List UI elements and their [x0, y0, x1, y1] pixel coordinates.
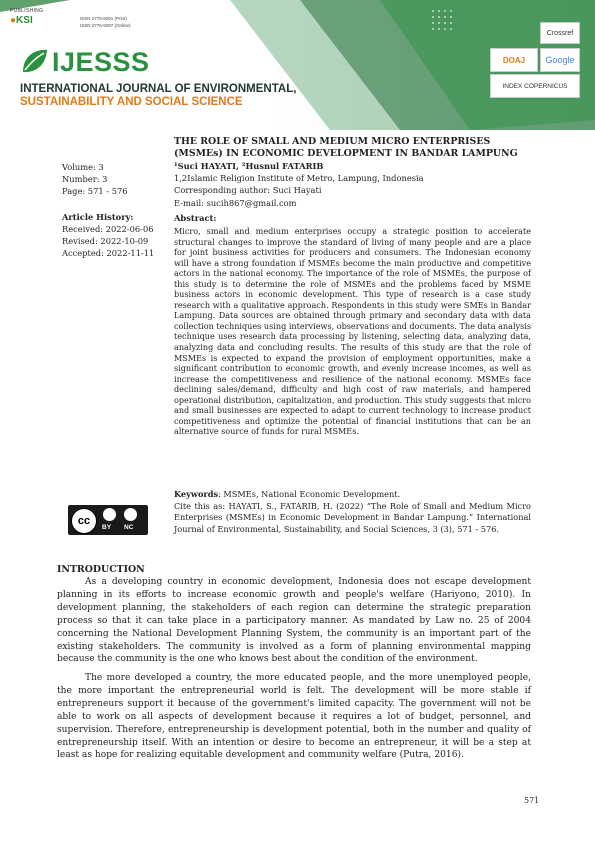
section-heading-introduction: INTRODUCTION: [57, 564, 145, 575]
number-info: Number: 3: [62, 174, 108, 184]
keywords-label: Keywords: [174, 489, 219, 499]
journal-header-band: [0, 0, 595, 130]
accepted-date: Accepted: 2022-11-11: [62, 248, 155, 258]
author-email: E-mail: sucih867@gmail.com: [174, 198, 297, 208]
cc-by-nc-license-badge[interactable]: [68, 505, 148, 535]
journal-name-line2: SUSTAINABILITY AND SOCIAL SCIENCE: [20, 96, 243, 108]
attribution-icon: [103, 508, 116, 521]
index-copernicus-badge[interactable]: [490, 74, 580, 98]
abstract-heading: Abstract:: [174, 213, 217, 223]
journal-name-line1: INTERNATIONAL JOURNAL OF ENVIRONMENTAL,: [20, 83, 297, 95]
body-paragraph-1: As a developing country in economic development, Indonesia does not escape development planning in its efforts to increase economic growth and people's welfare (Hariyono, 2010). In development planning, the stakeholders of each region can determine the strategic preparation process so that it can take place in a participatory manner. As mandated by Law no. 25 of 2004 concerning the National Development Planning System, the community is an important part of the existing stakeholders. The community is involved as a form of planning environmental mapping because the community is the one who knows best about the condition of the environment.: [57, 577, 531, 665]
author-affiliation: 1,2Islamic Religion Institute of Metro, Lampung, Indonesia: [174, 173, 424, 183]
body-paragraph-2: The more developed a country, the more educated people, and the more unemployed people, the more important the entrepreneurial world is felt. The development will be more stable if entrepreneurs support it because of the government's limited capacity. The government will not be able to work on all aspects of development because it requires a lot of budget, personnel, and supervision. Therefore, entrepreneurship is development potential, both in the number and quality of entrepreneurship itself. With an intention or desire to become an entrepreneur, it will be a step at least as hope for realizing equitable development and community welfare (Putra, 2016).: [57, 673, 531, 761]
crossref-label: Crossref: [546, 29, 574, 37]
corresponding-author: Corresponding author: Suci Hayati: [174, 185, 322, 195]
journal-logo-text: IJESSS: [52, 47, 150, 77]
article-history-heading: Article History:: [62, 212, 134, 222]
article-title: [174, 136, 534, 159]
cc-icon: [71, 508, 97, 534]
dot-pattern-decoration: [430, 8, 470, 38]
issn-online: ISSN 2776-9297 (Online): [80, 23, 131, 28]
revised-date: Revised: 2022-10-09: [62, 236, 149, 246]
nc-label: NC: [124, 524, 134, 531]
title-line-2: (MSMEs) IN ECONOMIC DEVELOPMENT IN BANDAR LAMPUNG: [174, 147, 518, 159]
keywords-line: [174, 489, 531, 499]
publisher-logo: [10, 15, 33, 26]
publisher-name: KSI: [16, 15, 33, 26]
publisher-leaf-icon: ●: [10, 15, 17, 26]
crossref-badge[interactable]: [540, 22, 580, 44]
keywords-values: : MSMEs, National Economic Development.: [218, 489, 401, 499]
volume-info: Volume: 3: [62, 162, 104, 172]
journal-leaf-icon: [20, 47, 50, 75]
page-number: 571: [524, 796, 540, 805]
copernicus-label: INDEX COPERNICUS: [502, 82, 568, 90]
abstract-text: Micro, small and medium enterprises occupy a strategic position to accelerate structural changes to improve the standard of living of many people and are a place for joint business activities for producers and consumers. The Indonesian economy will have a strong foundation if MSMEs become the main productive and competitive actors in the national economy. The importance of the role of MSMEs, the purpose of this study is to determine the role of MSMEs and the problems faced by MSME business actors in economic development. This type of research is a case study research with a qualitative approach. Respondents in this study were SMEs in Bandar Lampung. Data sources are obtained through primary and secondary data with data collection techniques using interviews, observations and documents. The data analysis technique uses research data processing by listening, selecting data, analyzing data, analyzing data and concluding results. The results of this study are that the role of MSMEs is expected to expand the provision of employment opportunities, make a significant contribution to economic growth, and evenly increase incomes, as well as increase the competitiveness and resilience of the national economy. MSMEs face declining sales/demand, difficulty and high cost of raw materials, and hampered operational distribution, capitalization, and production. This study suggests that micro and small businesses are expected to adapt to current technology to increase product competitiveness and optimize the potential of financial institutions that can be an alternative source of funds for rural MSMEs.: [174, 226, 532, 437]
google-label: Google: [545, 55, 575, 65]
issn-block: [80, 15, 131, 29]
received-date: Received: 2022-06-06: [62, 224, 154, 234]
article-authors: ¹Suci HAYATI, ²Husnul FATARIB: [174, 161, 324, 171]
publisher-label: PUBLISHING: [10, 8, 44, 14]
page-info: Page: 571 - 576: [62, 186, 128, 196]
doaj-badge[interactable]: [490, 48, 538, 72]
doaj-label: DOAJ: [502, 55, 526, 65]
cc-icon-label: cc: [77, 515, 91, 527]
noncommercial-icon: [124, 508, 137, 521]
by-label: BY: [102, 524, 112, 531]
citation-text: Cite this as: HAYATI, S., FATARIB, H. (2022) “The Role of Small and Medium Micro Enterprises (MSMEs) in Economic Development in Bandar Lampung.” International Journal of Environmental, Sustainability, and Social Sciences, 3 (3), 571 - 576.: [174, 501, 531, 534]
title-line-1: THE ROLE OF SMALL AND MEDIUM MICRO ENTERPRISES: [174, 136, 491, 147]
google-scholar-badge[interactable]: [540, 48, 580, 72]
issn-print: ISSN 2776-9291 (Print): [80, 16, 127, 21]
